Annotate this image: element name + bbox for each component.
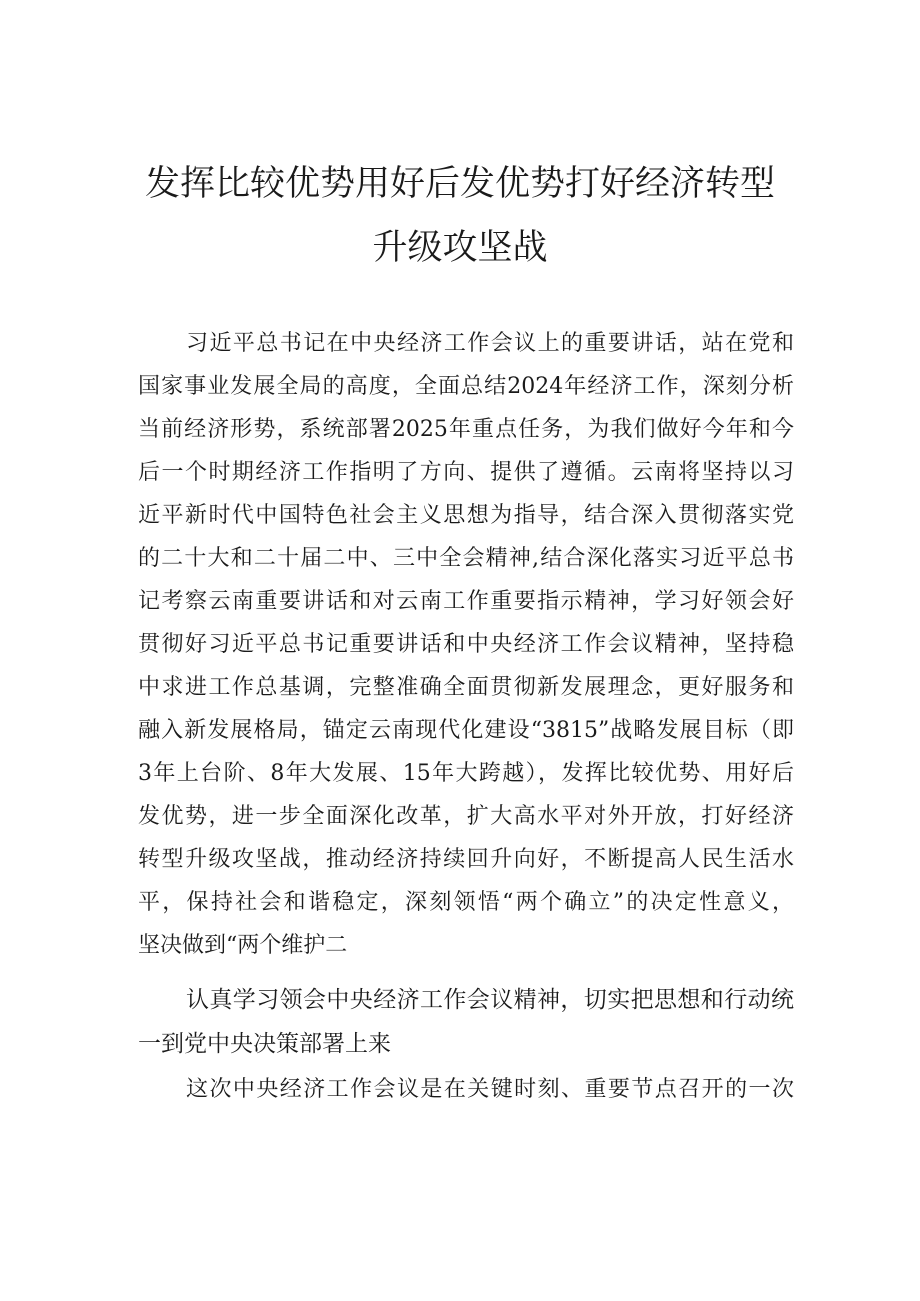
intro-paragraph-line: 记考察云南重要讲话和对云南工作重要指示精神，学习好领会好: [138, 589, 794, 614]
intro-paragraph-line: 转型升级攻坚战，推动经济持续回升向好，不断提高人民生活水: [138, 847, 794, 872]
intro-paragraph-line: 后一个时期经济工作指明了方向、提供了遵循。云南将坚持以习: [138, 460, 794, 485]
section-heading-line: 一到党中央决策部署上来: [138, 1031, 391, 1057]
section-heading-line: 认真学习领会中央经济工作会议精神，切实把思想和行动统: [186, 987, 794, 1013]
intro-paragraph-line: 3年上台阶、8年大发展、15年大跨越），发挥比较优势、用好后: [138, 761, 794, 786]
document-title-line-1: 发挥比较优势用好后发优势打好经济转型: [144, 164, 775, 204]
intro-paragraph-line: 贯彻好习近平总书记重要讲话和中央经济工作会议精神，坚持稳: [138, 632, 794, 657]
intro-paragraph-line: 当前经济形势，系统部署2025年重点任务，为我们做好今年和今: [138, 417, 794, 442]
document-title-line-2: 升级攻坚战: [372, 228, 548, 268]
intro-paragraph-line: 近平新时代中国特色社会主义思想为指导，结合深入贯彻落实党: [138, 503, 794, 528]
intro-paragraph-line: 平，保持社会和谐稳定，深刻领悟“两个确立”的决定性意义，: [138, 890, 794, 915]
intro-paragraph-line: 的二十大和二十届二中、三中全会精神,结合深化落实习近平总书: [138, 546, 794, 571]
intro-paragraph-line: 国家事业发展全局的高度，全面总结2024年经济工作，深刻分析: [138, 374, 794, 399]
intro-paragraph-line: 融入新发展格局，锚定云南现代化建设“3815”战略发展目标（即: [138, 718, 794, 743]
intro-paragraph-line: 坚决做到“两个维护二: [138, 933, 348, 958]
intro-paragraph-line: 发优势，进一步全面深化改革，扩大高水平对外开放，打好经济: [138, 804, 794, 829]
section-paragraph-line: 这次中央经济工作会议是在关键时刻、重要节点召开的一次: [186, 1077, 794, 1102]
intro-paragraph-line: 习近平总书记在中央经济工作会议上的重要讲话，站在党和: [186, 331, 794, 356]
intro-paragraph-line: 中求进工作总基调，完整准确全面贯彻新发展理念，更好服务和: [138, 675, 794, 700]
